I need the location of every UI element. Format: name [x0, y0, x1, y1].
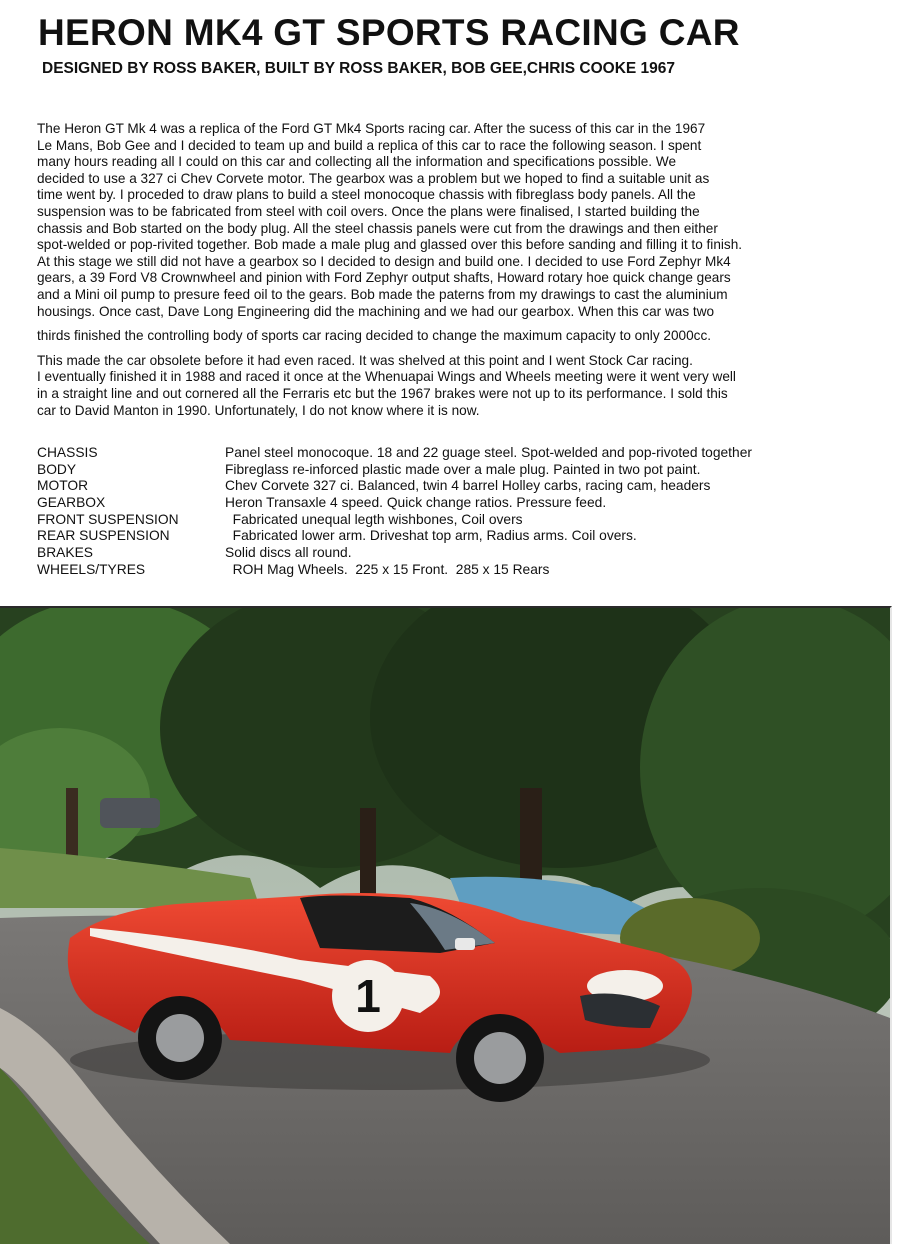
spec-value: Solid discs all round. [225, 545, 352, 561]
story-line: decided to use a 327 ci Chev Corvete motor. The gearbox was a problem but we hoped to find a suitable unit as [37, 170, 710, 186]
car-photo [0, 606, 892, 1244]
spec-row [37, 462, 849, 479]
story-line: suspension was to be fabricated from steel with coil overs. Once the plans were finalised, I started building the [37, 203, 700, 219]
spec-table [37, 445, 849, 579]
story-line: and a Mini oil pump to presure feed oil to the gears. Bob made the paterns from my drawings to cast the aluminium [37, 286, 728, 302]
spec-value: Panel steel monocoque. 18 and 22 guage steel. Spot-welded and pop-rivoted together [225, 445, 752, 460]
story-text [37, 121, 849, 419]
spec-value: ROH Mag Wheels. 225 x 15 Front. 285 x 15 Rears [225, 561, 550, 577]
spec-row [37, 445, 849, 462]
page-subtitle: DESIGNED BY ROSS BAKER, BUILT BY ROSS BAKER, BOB GEE,CHRIS COOKE 1967 [42, 60, 676, 77]
spec-value: Fabricated unequal legth wishbones, Coil overs [225, 511, 523, 527]
story-line: I eventually finished it in 1988 and raced it once at the Whenuapai Wings and Wheels meeting were it went very well [37, 369, 736, 385]
story-line: Le Mans, Bob Gee and I decided to team up and build a replica of this car to race the following season. I spent [37, 137, 702, 153]
story-line: gears, a 39 Ford V8 Crownwheel and pinion with Ford Zephyr output shafts, Howard rotary hoe quick change gears [37, 270, 731, 286]
story-line: car to David Manton in 1990. Unfortunately, I do not know where it is now. [37, 402, 480, 418]
spec-label: BRAKES [37, 545, 93, 561]
story-line: thirds finished the controlling body of sports car racing decided to change the maximum capacity to only 2000cc. [37, 328, 712, 344]
spec-row [37, 478, 849, 495]
story-line: chassis and Bob started on the body plug. All the steel chassis panels were cut from the drawings and then either [37, 220, 718, 236]
story-line: This made the car obsolete before it had even raced. It was shelved at this point and I went Stock Car racing. [37, 352, 693, 368]
spec-row [37, 512, 849, 529]
spec-row [37, 562, 849, 579]
story-line: time went by. I proceded to draw plans to build a steel monocoque chassis with fibreglass body panels. All the [37, 187, 696, 203]
background-car [100, 798, 160, 828]
spec-label: REAR SUSPENSION [37, 528, 170, 544]
tree-trunk [360, 808, 376, 898]
rear-wheel-rim [156, 1014, 204, 1062]
spec-value: Fibreglass re-inforced plastic made over a male plug. Painted in two pot paint. [225, 461, 701, 477]
spec-label: CHASSIS [37, 445, 98, 460]
spec-label: GEARBOX [37, 495, 106, 511]
race-number: 1 [355, 970, 381, 1022]
story-line: many hours reading all I could on this car and collecting all the information and specifications possible. We [37, 154, 677, 170]
story-line: housings. Once cast, Dave Long Engineering did the machining and we had our gearbox. When this car was two [37, 303, 715, 319]
story-line: At this stage we still did not have a gearbox so I decided to design and build one. I decided to use Ford Zephyr Mk4 [37, 253, 731, 269]
mirror [455, 938, 475, 950]
spec-label: WHEELS/TYRES [37, 561, 146, 577]
story-line: The Heron GT Mk 4 was a replica of the Ford GT Mk4 Sports racing car. After the sucess of this car in the 1967 [37, 121, 706, 136]
spec-label: BODY [37, 461, 77, 477]
spec-row [37, 545, 849, 562]
story-line: spot-welded or pop-rivited together. Bob made a male plug and glassed over this before sanding and filling it to finish. [37, 237, 743, 253]
spec-label: FRONT SUSPENSION [37, 511, 179, 527]
front-wheel-rim [474, 1032, 526, 1084]
spec-label: MOTOR [37, 478, 89, 494]
spec-row [37, 495, 849, 512]
spec-value: Heron Transaxle 4 speed. Quick change ratios. Pressure feed. [225, 495, 607, 511]
spec-value: Fabricated lower arm. Driveshat top arm, Radius arms. Coil overs. [225, 528, 637, 544]
story-line: in a straight line and out cornered all the Ferraris etc but the 1967 brakes were not up to its performance. I sold this [37, 385, 728, 401]
car-photo-illustration [0, 608, 890, 1244]
spec-value: Chev Corvete 327 ci. Balanced, twin 4 barrel Holley carbs, racing cam, headers [225, 478, 711, 494]
page-title: HERON MK4 GT SPORTS RACING CAR [38, 12, 740, 53]
spec-row [37, 528, 849, 545]
